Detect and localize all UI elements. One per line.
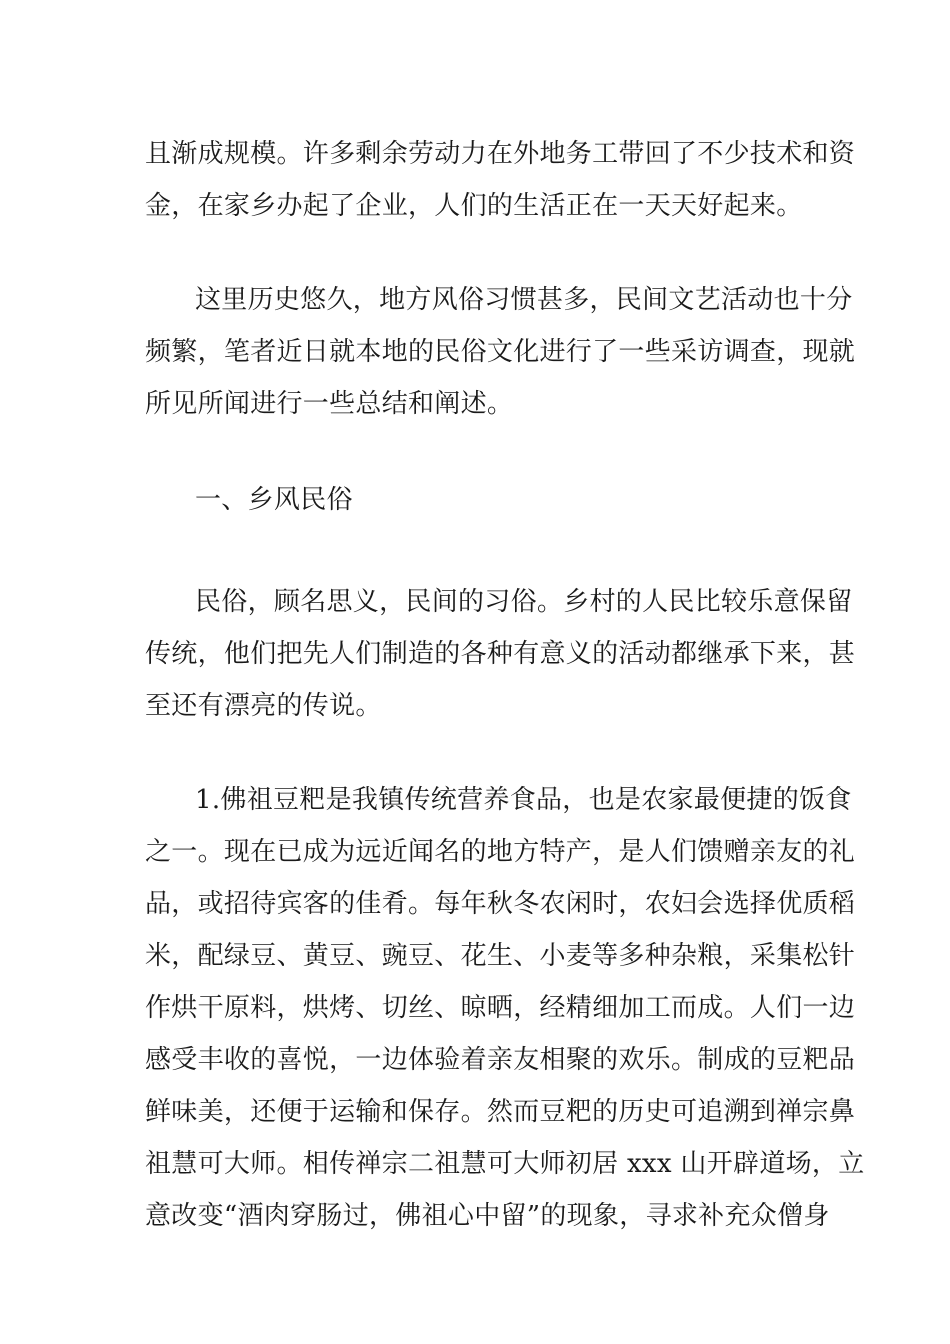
text-line: 1.佛祖豆粑是我镇传统营养食品，也是农家最便捷的饭食	[195, 785, 852, 815]
text-line: 且渐成规模。许多剩余劳动力在外地务工带回了不少技术和资	[145, 139, 856, 169]
heading-line: 一、乡风民俗	[195, 485, 353, 515]
text-line: 传统，他们把先人们制造的各种有意义的活动都继承下来，甚	[145, 639, 856, 669]
text-line: 所见所闻进行一些总结和阐述。	[145, 389, 514, 419]
paragraph-2	[145, 274, 856, 430]
text-line: 作烘干原料，烘烤、切丝、晾晒，经精细加工而成。人们一边	[145, 993, 856, 1023]
text-line: 米，配绿豆、黄豆、豌豆、花生、小麦等多种杂粮，采集松针	[145, 941, 856, 971]
paragraph-1	[145, 128, 856, 232]
text-line: 意改变“酒肉穿肠过，佛祖心中留”的现象，寻求补充众僧身	[145, 1201, 830, 1231]
text-line: 鲜味美，还便于运输和保存。然而豆粑的历史可追溯到禅宗鼻	[145, 1097, 856, 1127]
text-line: 民俗，顾名思义，民间的习俗。乡村的人民比较乐意保留	[195, 587, 853, 617]
text-line: 品，或招待宾客的佳肴。每年秋冬农闲时，农妇会选择优质稻	[145, 889, 856, 919]
paragraph-3	[145, 576, 856, 732]
text-line: 这里历史悠久，地方风俗习惯甚多，民间文艺活动也十分	[195, 285, 853, 315]
text-line: 至还有漂亮的传说。	[145, 691, 382, 721]
text-line: 祖慧可大师。相传禅宗二祖慧可大师初居 xxx 山开辟道场，立	[145, 1149, 865, 1179]
text-line: 感受丰收的喜悦，一边体验着亲友相聚的欢乐。制成的豆粑品	[145, 1045, 856, 1075]
section-heading	[145, 474, 810, 526]
text-line: 频繁，笔者近日就本地的民俗文化进行了一些采访调查，现就	[145, 337, 856, 367]
text-line: 金，在家乡办起了企业，人们的生活正在一天天好起来。	[145, 191, 803, 221]
text-line: 之一。现在已成为远近闻名的地方特产，是人们馈赠亲友的礼	[145, 837, 856, 867]
paragraph-4	[145, 774, 865, 1242]
